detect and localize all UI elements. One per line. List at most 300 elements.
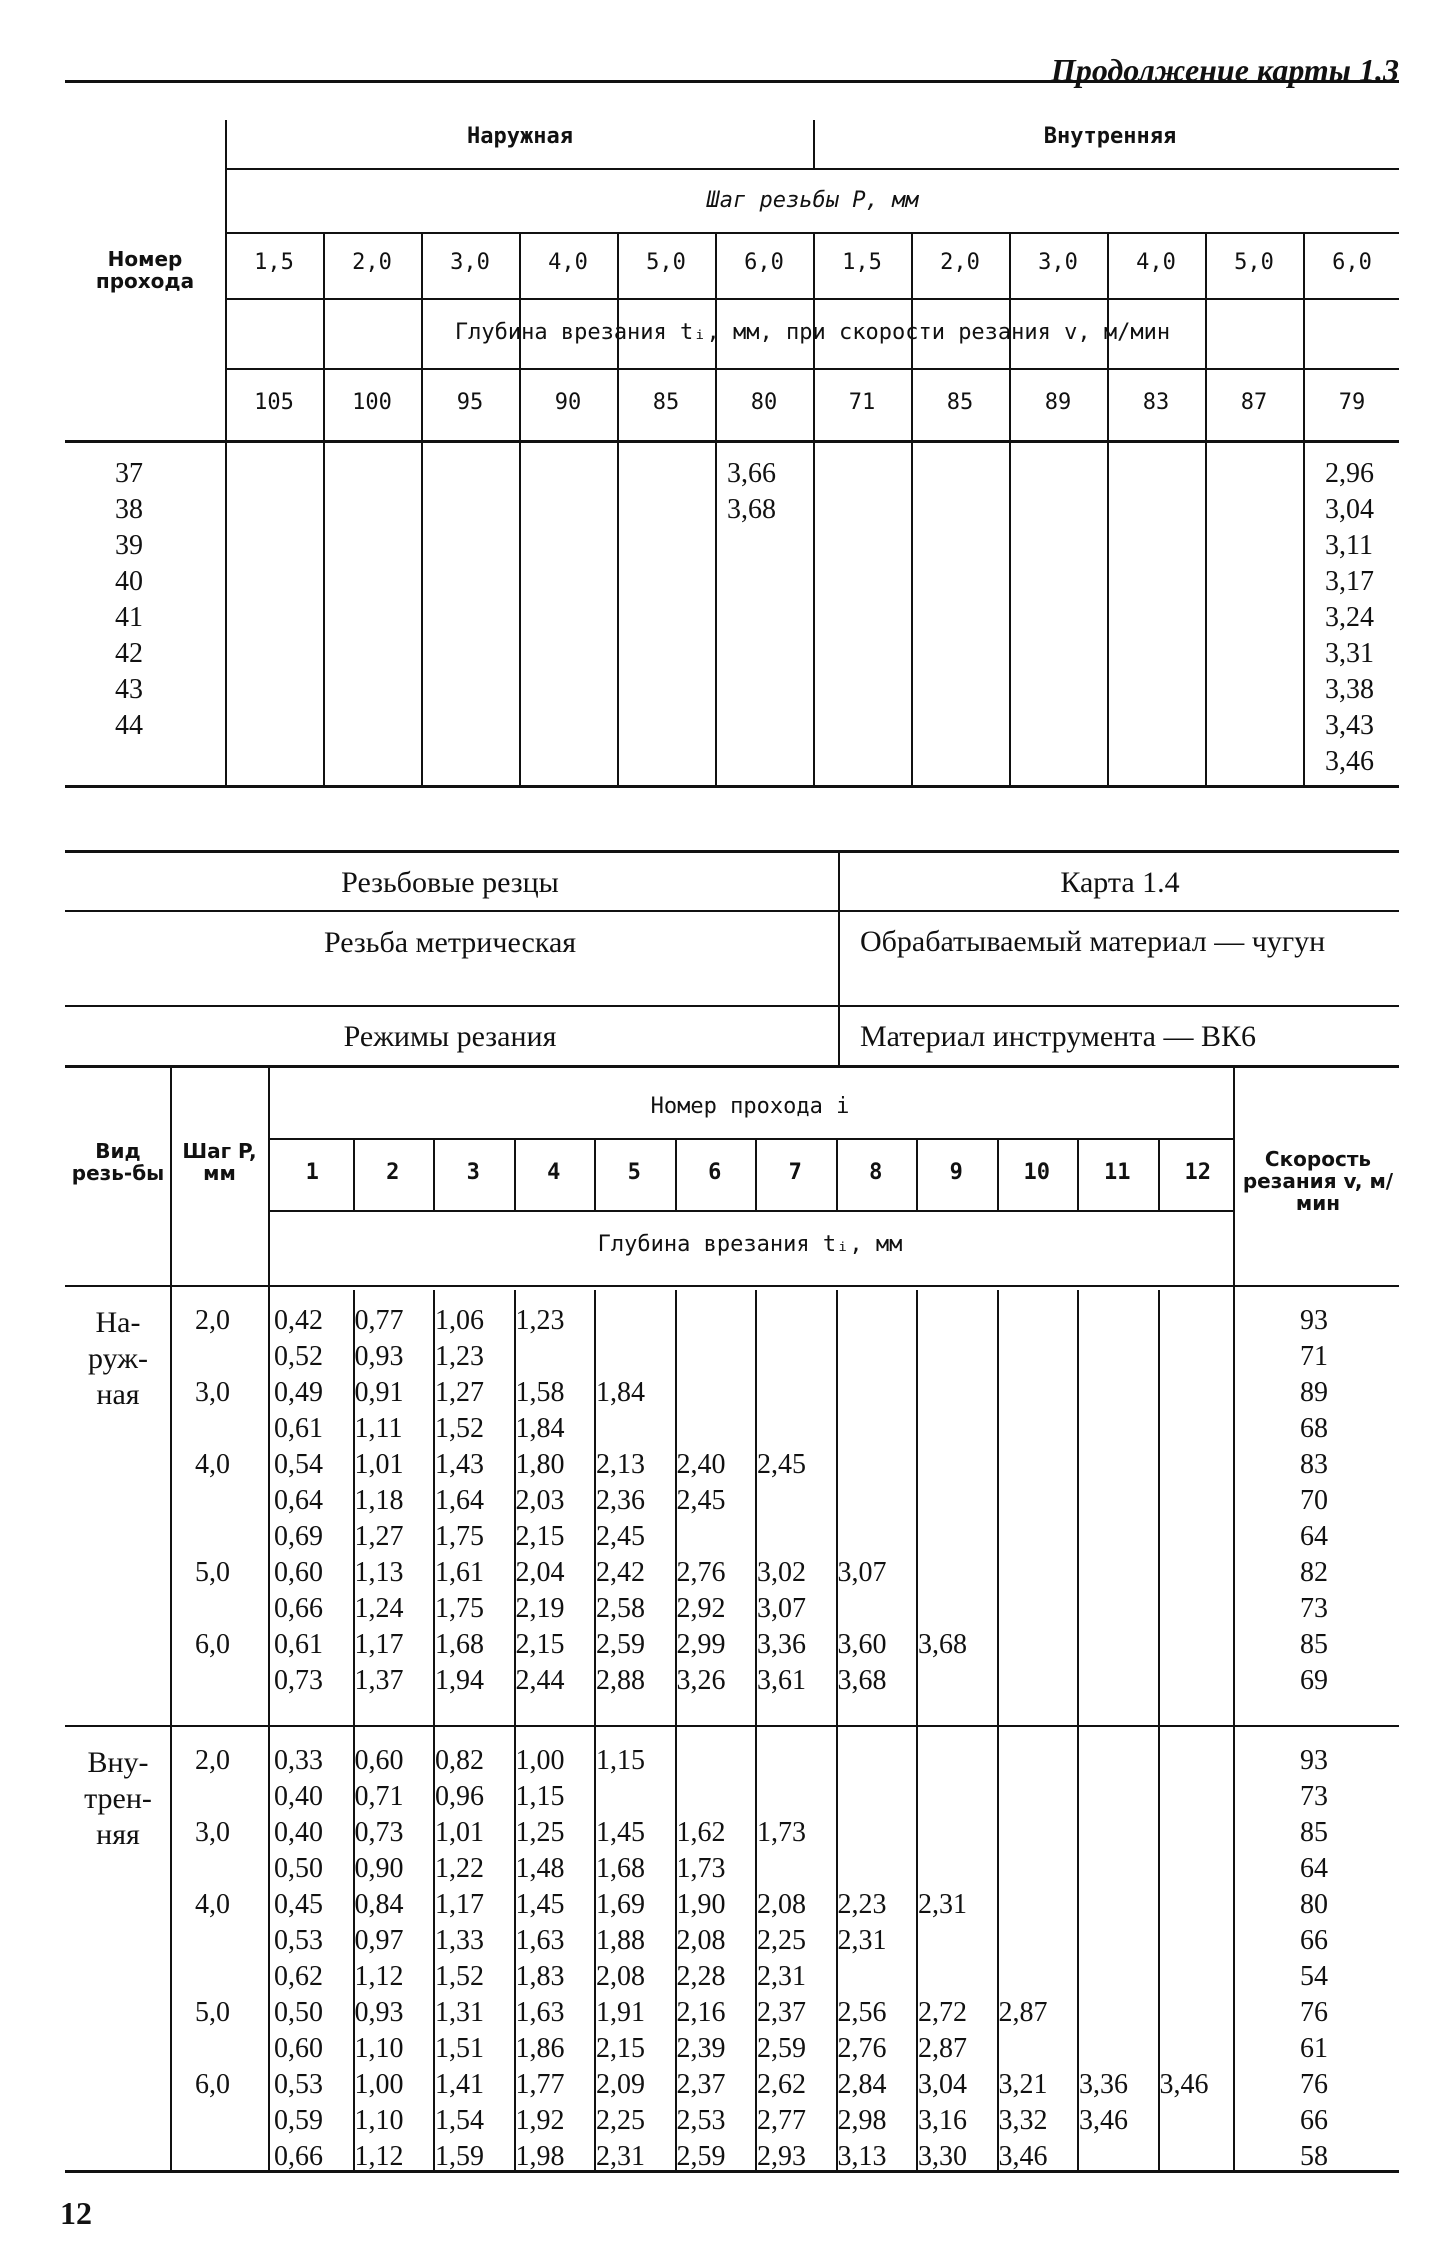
outer-speed: 70 [1300,1485,1328,1516]
thread-type: Резьба метрическая [323,926,577,959]
outer-depth-cell: 1,06 [435,1305,484,1336]
inner-depth-cell: 2,62 [757,2069,806,2100]
inner-depth-cell: 3,36 [1079,2069,1128,2100]
outer-depth-cell: 2,45 [596,1521,645,1552]
inner-depth-cell: 2,31 [596,2141,645,2172]
inner-depth-value: 3,11 [1325,530,1373,561]
inner-pitch: 5,0 [195,1997,230,2028]
rule [715,232,717,785]
outer-depth-cell: 1,75 [435,1521,484,1552]
outer-pitch: 5,0 [195,1557,230,1588]
inner-depth-cell: 3,04 [918,2069,967,2100]
page-number: 12 [60,2195,92,2231]
inner-depth-cell: 1,98 [515,2141,565,2172]
inner-depth-value: 3,38 [1325,674,1374,705]
outer-speed: 85 [1300,1629,1328,1660]
pitch-value: 3,0 [1038,250,1078,275]
outer-depth-cell: 3,02 [757,1557,806,1588]
inner-depth-cell: 2,84 [837,2069,887,2100]
workpiece-material: Обрабатываемый материал — чугун [860,925,1326,958]
speed-value: 85 [946,390,974,415]
col-thread-type: Вид резь-бы [71,1139,165,1185]
outer-depth-cell: 0,73 [274,1665,323,1696]
rule [65,440,1399,443]
inner-depth-value: 3,43 [1325,710,1374,741]
outer-pitch: 6,0 [195,1629,230,1660]
inner-depth-cell: 0,96 [435,1781,484,1812]
pass-number: 37 [115,458,143,489]
inner-depth-cell: 1,45 [515,1889,565,1920]
inner-depth-cell: 2,08 [596,1961,645,1992]
rule [1107,232,1109,785]
outer-depth-cell: 1,52 [435,1413,484,1444]
inner-depth-cell: 1,86 [515,2033,565,2064]
depth-header: Глубина врезания tᵢ, мм, при скорости резания v, м/мин [454,320,1171,345]
inner-depth-cell: 2,72 [918,1997,967,2028]
inner-pitch: 2,0 [195,1745,230,1776]
pass-number: 39 [115,530,143,561]
outer-depth-cell: 2,45 [676,1485,726,1516]
outer-label: На-руж-ная [88,1306,148,1411]
rule [65,850,1399,853]
outer-depth-cell: 3,68 [837,1665,887,1696]
inner-depth-value: 3,04 [1325,494,1374,525]
rule [65,785,1399,788]
outer-depth-cell: 3,36 [757,1629,806,1660]
inner-depth-cell: 1,31 [435,1997,484,2028]
inner-depth-cell: 2,31 [757,1961,806,1992]
pitch-value: 5,0 [646,250,686,275]
speed-value: 71 [848,390,876,415]
inner-depth-cell: 1,51 [435,2033,484,2064]
outer-depth-cell: 0,64 [274,1485,323,1516]
speed-value: 83 [1142,390,1170,415]
pass-number: 42 [115,638,143,669]
outer-depth-cell: 3,07 [757,1593,806,1624]
inner-depth-cell: 0,82 [435,1745,484,1776]
speed-value: 100 [352,390,392,415]
outer-depth-cell: 1,80 [515,1449,565,1480]
outer-depth-cell: 2,13 [596,1449,645,1480]
inner-depth-cell: 2,09 [596,2069,645,2100]
outer-depth-cell: 3,60 [837,1629,887,1660]
rule [225,368,1399,370]
outer-depth-cell: 0,60 [274,1557,323,1588]
outer-depth-cell: 1,27 [354,1521,404,1552]
pass-col-number: 11 [1104,1160,1131,1185]
outer-depth-cell: 0,61 [274,1413,323,1444]
rule [1233,1067,1235,2170]
inner-depth-cell: 1,92 [515,2105,565,2136]
speed-value: 80 [750,390,778,415]
inner-depth-cell: 2,76 [837,2033,887,2064]
inner-depth-cell: 1,10 [354,2033,404,2064]
outer-speed: 69 [1300,1665,1328,1696]
inner-depth-cell: 2,08 [757,1889,806,1920]
outer-depth-cell: 2,42 [596,1557,645,1588]
inner-speed: 80 [1300,1889,1328,1920]
outer-depth-cell: 1,37 [354,1665,404,1696]
speed-value: 85 [652,390,680,415]
pass-number: 44 [115,710,143,741]
pitch-value: 1,5 [254,250,294,275]
speed-value: 105 [254,390,294,415]
inner-depth-cell: 3,46 [1079,2105,1128,2136]
outer-depth-cell: 3,07 [837,1557,887,1588]
inner-speed: 66 [1300,2105,1328,2136]
outer-pitch: 2,0 [195,1305,230,1336]
outer-depth-cell: 1,24 [354,1593,404,1624]
outer-depth-cell: 1,27 [435,1377,484,1408]
inner-depth-cell: 0,93 [354,1997,404,2028]
pass-col-number: 6 [708,1160,722,1185]
rule [270,1138,1234,1140]
inner-depth-cell: 0,33 [274,1745,323,1776]
pass-number: 41 [115,602,143,633]
outer-depth-cell: 1,75 [435,1593,484,1624]
outer-depth-cell: 0,54 [274,1449,323,1480]
inner-depth-cell: 2,87 [998,1997,1048,2028]
rule [170,1067,172,2170]
pass-col-number: 4 [547,1160,561,1185]
inner-depth-cell: 0,62 [274,1961,323,1992]
row-header: Номер прохода [95,247,195,293]
inner-depth-cell: 1,73 [676,1853,726,1884]
outer-depth-cell: 2,19 [515,1593,565,1624]
pass-number: 43 [115,674,143,705]
pitch-value: 4,0 [548,250,588,275]
inner-depth-cell: 2,25 [757,1925,806,1956]
inner-depth-cell: 1,15 [515,1781,565,1812]
outer-pitch: 4,0 [195,1449,230,1480]
card-number: Карта 1.4 [1060,866,1180,899]
inner-depth-cell: 0,59 [274,2105,323,2136]
outer-depth-cell: 1,84 [596,1377,645,1408]
outer-depth-cell: 2,15 [515,1629,565,1660]
rule [1205,232,1207,785]
inner-depth-cell: 0,53 [274,1925,323,1956]
outer-depth-value: 3,66 [727,458,776,489]
inner-depth-cell: 2,23 [837,1889,887,1920]
outer-depth-cell: 2,40 [676,1449,726,1480]
inner-depth-cell: 3,21 [998,2069,1048,2100]
outer-depth-cell: 2,44 [515,1665,565,1696]
outer-speed: 83 [1300,1449,1328,1480]
rule [65,1005,1399,1007]
rule [997,1290,999,2170]
inner-depth-cell: 1,10 [354,2105,404,2136]
pass-col-number: 8 [869,1160,883,1185]
pass-header: Номер прохода i [650,1094,850,1119]
outer-depth-cell: 2,58 [596,1593,645,1624]
pass-col-number: 7 [788,1160,802,1185]
inner-depth-cell: 3,32 [998,2105,1048,2136]
pass-col-number: 5 [627,1160,641,1185]
inner-depth-cell: 0,71 [354,1781,404,1812]
inner-depth-cell: 1,12 [354,1961,404,1992]
depth-header-2: Глубина врезания tᵢ, мм [597,1232,903,1257]
pass-col-number: 12 [1184,1160,1211,1185]
outer-depth-cell: 1,43 [435,1449,484,1480]
pass-number: 40 [115,566,143,597]
rule [270,1210,1234,1212]
outer-depth-cell: 0,42 [274,1305,323,1336]
outer-depth-cell: 1,17 [354,1629,404,1660]
outer-depth-cell: 0,61 [274,1629,323,1660]
inner-depth-cell: 0,97 [354,1925,404,1956]
outer-depth-cell: 1,23 [515,1305,565,1336]
inner-depth-cell: 1,48 [515,1853,565,1884]
outer-depth-cell: 0,49 [274,1377,323,1408]
outer-depth-cell: 1,58 [515,1377,565,1408]
inner-depth-cell: 2,87 [918,2033,967,2064]
inner-depth-cell: 1,68 [596,1853,645,1884]
inner-depth-value: 2,96 [1325,458,1374,489]
pitch-value: 3,0 [450,250,490,275]
inner-depth-cell: 1,91 [596,1997,645,2028]
inner-depth-cell: 1,62 [676,1817,726,1848]
pitch-header: Шаг резьбы P, мм [706,188,919,213]
inner-depth-cell: 1,52 [435,1961,484,1992]
tool-title: Резьбовые резцы [341,866,559,899]
inner-depth-cell: 2,15 [596,2033,645,2064]
outer-depth-cell: 2,36 [596,1485,645,1516]
pitch-value: 5,0 [1234,250,1274,275]
inner-depth-value: 3,31 [1325,638,1374,669]
inner-depth-cell: 0,60 [354,1745,404,1776]
rule [1303,232,1305,785]
rule [1077,1290,1079,2170]
inner-depth-cell: 2,37 [757,1997,806,2028]
inner-depth-cell: 2,77 [757,2105,806,2136]
inner-depth-cell: 1,63 [515,1997,565,2028]
inner-depth-cell: 2,08 [676,1925,726,1956]
group-inner: Внутренняя [1043,124,1177,149]
inner-depth-cell: 0,90 [354,1853,404,1884]
inner-depth-value: 3,24 [1325,602,1374,633]
inner-depth-cell: 3,46 [998,2141,1048,2172]
outer-depth-cell: 3,61 [757,1665,806,1696]
pitch-value: 2,0 [352,250,392,275]
inner-depth-cell: 1,63 [515,1925,565,1956]
outer-depth-cell: 2,04 [515,1557,565,1588]
inner-depth-cell: 3,46 [1159,2069,1209,2100]
inner-depth-cell: 1,73 [757,1817,806,1848]
rule [421,232,423,785]
inner-depth-cell: 2,93 [757,2141,806,2172]
inner-depth-cell: 2,53 [676,2105,726,2136]
inner-speed: 93 [1300,1745,1328,1776]
inner-depth-cell: 0,73 [354,1817,404,1848]
rule [65,1725,1399,1727]
outer-depth-cell: 1,11 [354,1413,403,1444]
pass-col-number: 9 [949,1160,963,1185]
outer-depth-cell: 2,88 [596,1665,645,1696]
rule [838,852,840,1065]
inner-pitch: 3,0 [195,1817,230,1848]
inner-depth-cell: 1,54 [435,2105,484,2136]
inner-depth-cell: 2,28 [676,1961,726,1992]
inner-speed: 61 [1300,2033,1328,2064]
speed-value: 87 [1240,390,1268,415]
pass-col-number: 2 [386,1160,400,1185]
tool-material: Материал инструмента — ВК6 [860,1020,1257,1053]
rule [225,168,1399,170]
inner-depth-cell: 1,45 [596,1817,645,1848]
inner-depth-cell: 1,83 [515,1961,565,1992]
inner-depth-cell: 3,13 [837,2141,887,2172]
rule [519,232,521,785]
inner-depth-cell: 3,16 [918,2105,967,2136]
inner-speed: 76 [1300,1997,1328,2028]
rule [65,80,1399,83]
inner-depth-cell: 2,59 [757,2033,806,2064]
outer-speed: 73 [1300,1593,1328,1624]
rule [1009,232,1011,785]
inner-depth-cell: 2,25 [596,2105,645,2136]
inner-depth-cell: 2,31 [837,1925,887,1956]
rule [65,2170,1399,2173]
inner-depth-cell: 2,31 [918,1889,967,1920]
inner-speed: 76 [1300,2069,1328,2100]
outer-depth-value: 3,68 [727,494,776,525]
cutting-modes: Режимы резания [343,1020,557,1053]
rule [225,298,1399,300]
pitch-value: 1,5 [842,250,882,275]
outer-speed: 89 [1300,1377,1328,1408]
rule [65,1065,1399,1068]
outer-depth-cell: 2,03 [515,1485,565,1516]
outer-depth-cell: 3,26 [676,1665,726,1696]
outer-depth-cell: 1,68 [435,1629,484,1660]
speed-value: 89 [1044,390,1072,415]
outer-depth-cell: 1,64 [435,1485,484,1516]
rule [813,120,815,168]
inner-depth-cell: 0,66 [274,2141,323,2172]
inner-depth-cell: 1,17 [435,1889,484,1920]
outer-depth-cell: 0,77 [354,1305,404,1336]
rule [323,232,325,785]
outer-depth-cell: 0,52 [274,1341,323,1372]
outer-depth-cell: 0,66 [274,1593,323,1624]
pass-col-number: 3 [466,1160,480,1185]
pass-col-number: 1 [305,1160,319,1185]
pass-number: 38 [115,494,143,525]
inner-depth-cell: 1,41 [435,2069,484,2100]
outer-depth-cell: 1,18 [354,1485,404,1516]
rule [813,232,815,785]
inner-depth-cell: 1,59 [435,2141,484,2172]
rule [225,232,1399,234]
outer-depth-cell: 1,84 [515,1413,565,1444]
inner-depth-cell: 3,30 [918,2141,967,2172]
inner-speed: 66 [1300,1925,1328,1956]
inner-speed: 58 [1300,2141,1328,2172]
inner-depth-cell: 1,12 [354,2141,404,2172]
outer-speed: 68 [1300,1413,1328,1444]
inner-depth-value: 3,17 [1325,566,1374,597]
outer-depth-cell: 2,76 [676,1557,726,1588]
outer-depth-cell: 1,94 [435,1665,484,1696]
inner-speed: 54 [1300,1961,1328,1992]
outer-depth-cell: 2,45 [757,1449,806,1480]
outer-depth-cell: 2,59 [596,1629,645,1660]
inner-depth-cell: 2,37 [676,2069,726,2100]
rule [65,910,1399,912]
inner-depth-cell: 1,00 [354,2069,404,2100]
inner-depth-cell: 2,16 [676,1997,726,2028]
outer-depth-cell: 0,93 [354,1341,404,1372]
inner-depth-cell: 2,59 [676,2141,726,2172]
inner-depth-cell: 0,53 [274,2069,323,2100]
outer-speed: 82 [1300,1557,1328,1588]
speed-value: 79 [1338,390,1366,415]
inner-depth-cell: 2,98 [837,2105,887,2136]
inner-depth-cell: 1,77 [515,2069,565,2100]
outer-depth-cell: 1,13 [354,1557,404,1588]
inner-depth-cell: 1,69 [596,1889,645,1920]
rule [911,232,913,785]
outer-depth-cell: 2,15 [515,1521,565,1552]
pass-col-number: 10 [1023,1160,1050,1185]
outer-speed: 71 [1300,1341,1328,1372]
pitch-value: 4,0 [1136,250,1176,275]
pitch-value: 2,0 [940,250,980,275]
inner-depth-cell: 0,40 [274,1817,323,1848]
col-pitch: Шаг P, мм [182,1139,257,1185]
inner-depth-cell: 1,88 [596,1925,645,1956]
rule [65,1285,1399,1287]
outer-speed: 93 [1300,1305,1328,1336]
inner-depth-cell: 0,50 [274,1997,323,2028]
inner-depth-cell: 1,15 [596,1745,645,1776]
inner-depth-cell: 1,01 [435,1817,484,1848]
outer-depth-cell: 3,68 [918,1629,967,1660]
outer-depth-cell: 1,61 [435,1557,484,1588]
rule [617,232,619,785]
rule [1158,1290,1160,2170]
inner-depth-cell: 0,45 [274,1889,323,1920]
inner-depth-cell: 1,22 [435,1853,484,1884]
outer-depth-cell: 2,99 [676,1629,726,1660]
inner-depth-cell: 2,39 [676,2033,726,2064]
inner-speed: 73 [1300,1781,1328,1812]
outer-pitch: 3,0 [195,1377,230,1408]
inner-depth-cell: 1,90 [676,1889,726,1920]
pitch-value: 6,0 [1332,250,1372,275]
inner-speed: 64 [1300,1853,1328,1884]
inner-depth-cell: 1,33 [435,1925,484,1956]
speed-header: Скорость резания v, м/мин [1242,1147,1394,1215]
inner-depth-cell: 0,84 [354,1889,404,1920]
outer-depth-cell: 0,69 [274,1521,323,1552]
pitch-value: 6,0 [744,250,784,275]
inner-pitch: 6,0 [195,2069,230,2100]
outer-depth-cell: 2,92 [676,1593,726,1624]
speed-value: 90 [554,390,582,415]
rule [225,120,227,785]
inner-depth-cell: 0,60 [274,2033,323,2064]
inner-depth-value: 3,46 [1325,746,1374,777]
inner-depth-cell: 0,50 [274,1853,323,1884]
outer-depth-cell: 1,23 [435,1341,484,1372]
inner-depth-cell: 2,56 [837,1997,887,2028]
outer-depth-cell: 0,91 [354,1377,404,1408]
speed-value: 95 [456,390,484,415]
outer-speed: 64 [1300,1521,1328,1552]
continuation-title: Продолжение карты 1.3 [1050,52,1399,88]
inner-pitch: 4,0 [195,1889,230,1920]
